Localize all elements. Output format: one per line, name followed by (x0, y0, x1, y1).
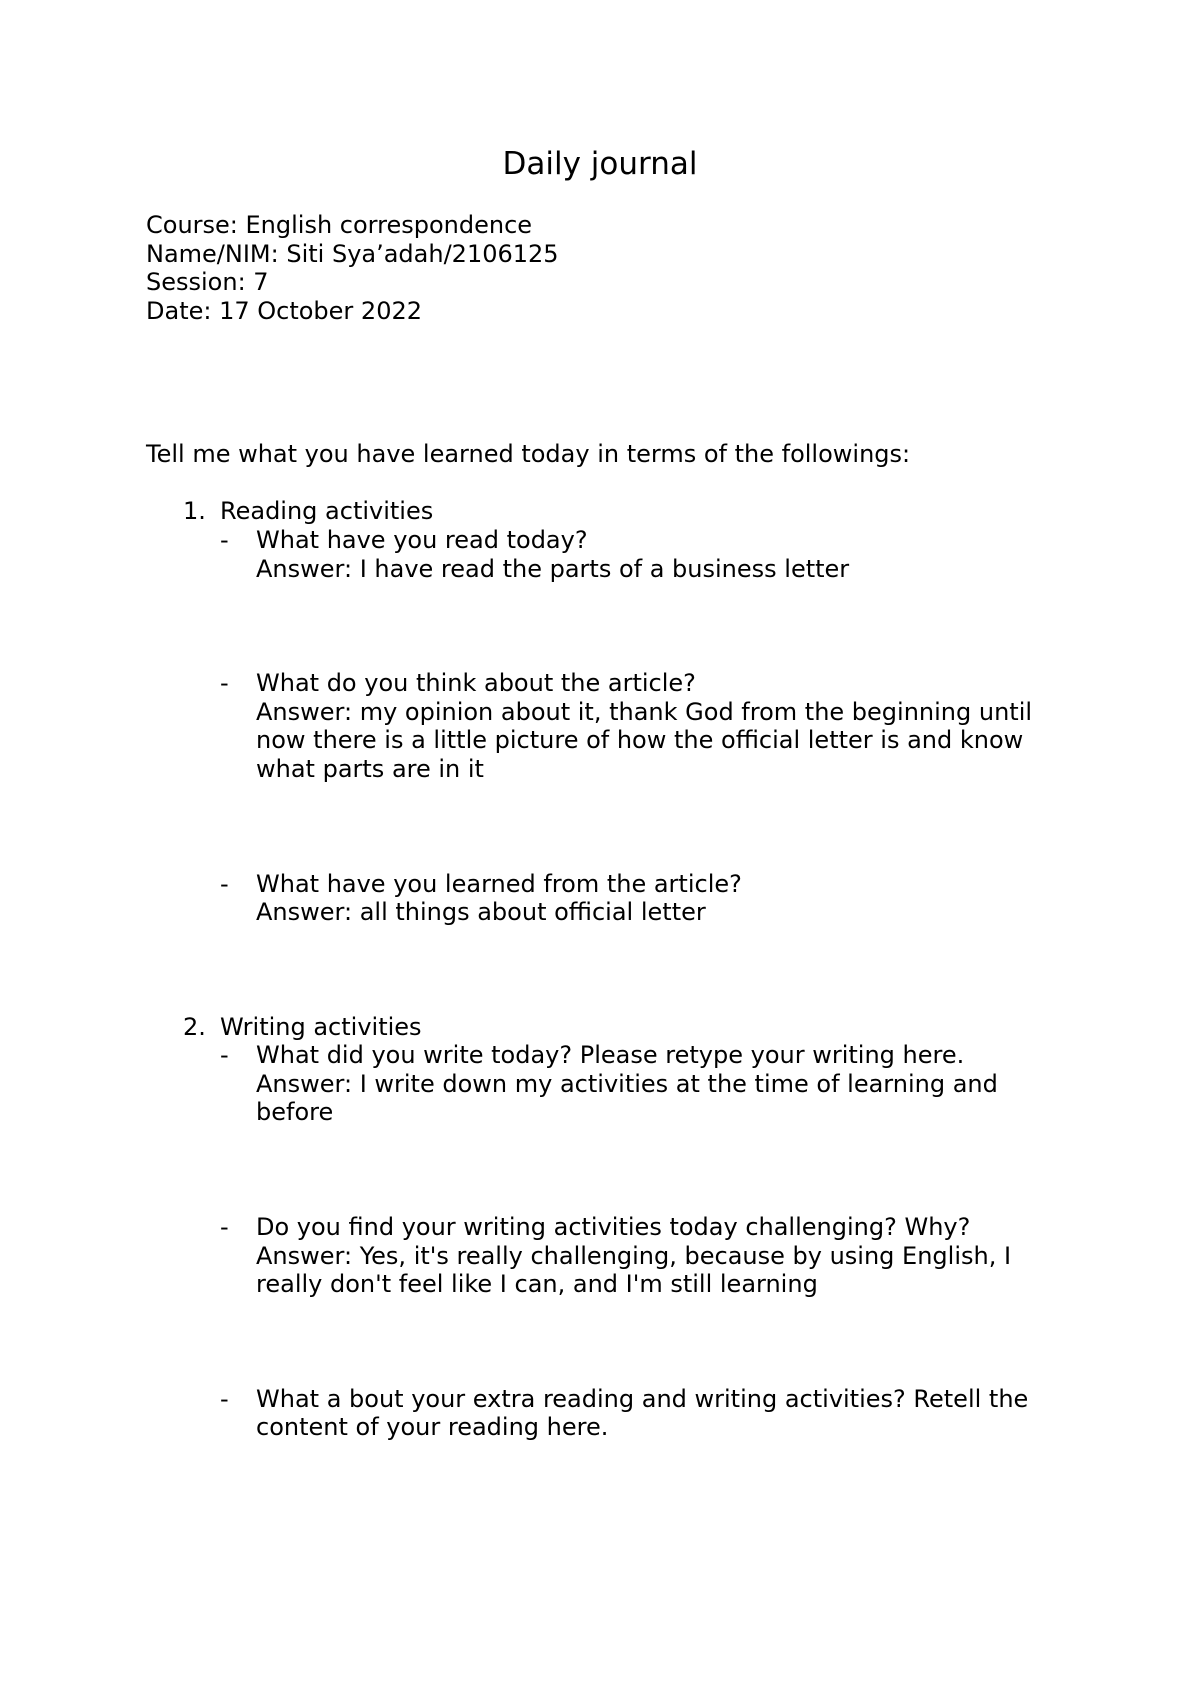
answer-text: now there is a little picture of how the official letter is and know (256, 726, 1024, 754)
answer-text: Answer: Yes, it's really challenging, because by using English, I (256, 1242, 1012, 1270)
answer-text: Answer: all things about official letter (256, 898, 706, 926)
section-title: Reading activities (220, 497, 434, 525)
list-bullet: - (220, 526, 229, 554)
answer-text: what parts are in it (256, 755, 484, 783)
answer-text: before (256, 1098, 334, 1126)
list-bullet: - (220, 669, 229, 697)
list-bullet: - (220, 1385, 229, 1413)
course-line: Course: English correspondence (146, 211, 533, 239)
question-text: What have you read today? (256, 526, 588, 554)
prompt-text: Tell me what you have learned today in terms of the followings: (146, 440, 911, 468)
page-title: Daily journal (502, 146, 698, 182)
question-text: What do you think about the article? (256, 669, 696, 697)
question-text: What have you learned from the article? (256, 870, 742, 898)
session-line: Session: 7 (146, 268, 269, 296)
list-bullet: - (220, 1213, 229, 1241)
list-bullet: - (220, 870, 229, 898)
question-text: What did you write today? Please retype your writing here. (256, 1041, 965, 1069)
section-number: 2. (183, 1013, 206, 1041)
list-bullet: - (220, 1041, 229, 1069)
question-text: What a bout your extra reading and writing activities? Retell the (256, 1385, 1029, 1413)
answer-text: Answer: I have read the parts of a business letter (256, 555, 850, 583)
section-title: Writing activities (220, 1013, 422, 1041)
date-line: Date: 17 October 2022 (146, 297, 422, 325)
name-nim-line: Name/NIM: Siti Sya’adah/2106125 (146, 240, 559, 268)
answer-text: content of your reading here. (256, 1413, 609, 1441)
question-text: Do you find your writing activities today challenging? Why? (256, 1213, 971, 1241)
answer-text: Answer: I write down my activities at the time of learning and (256, 1070, 998, 1098)
answer-text: really don't feel like I can, and I'm still learning (256, 1270, 818, 1298)
answer-text: Answer: my opinion about it, thank God from the beginning until (256, 698, 1033, 726)
section-number: 1. (183, 497, 206, 525)
